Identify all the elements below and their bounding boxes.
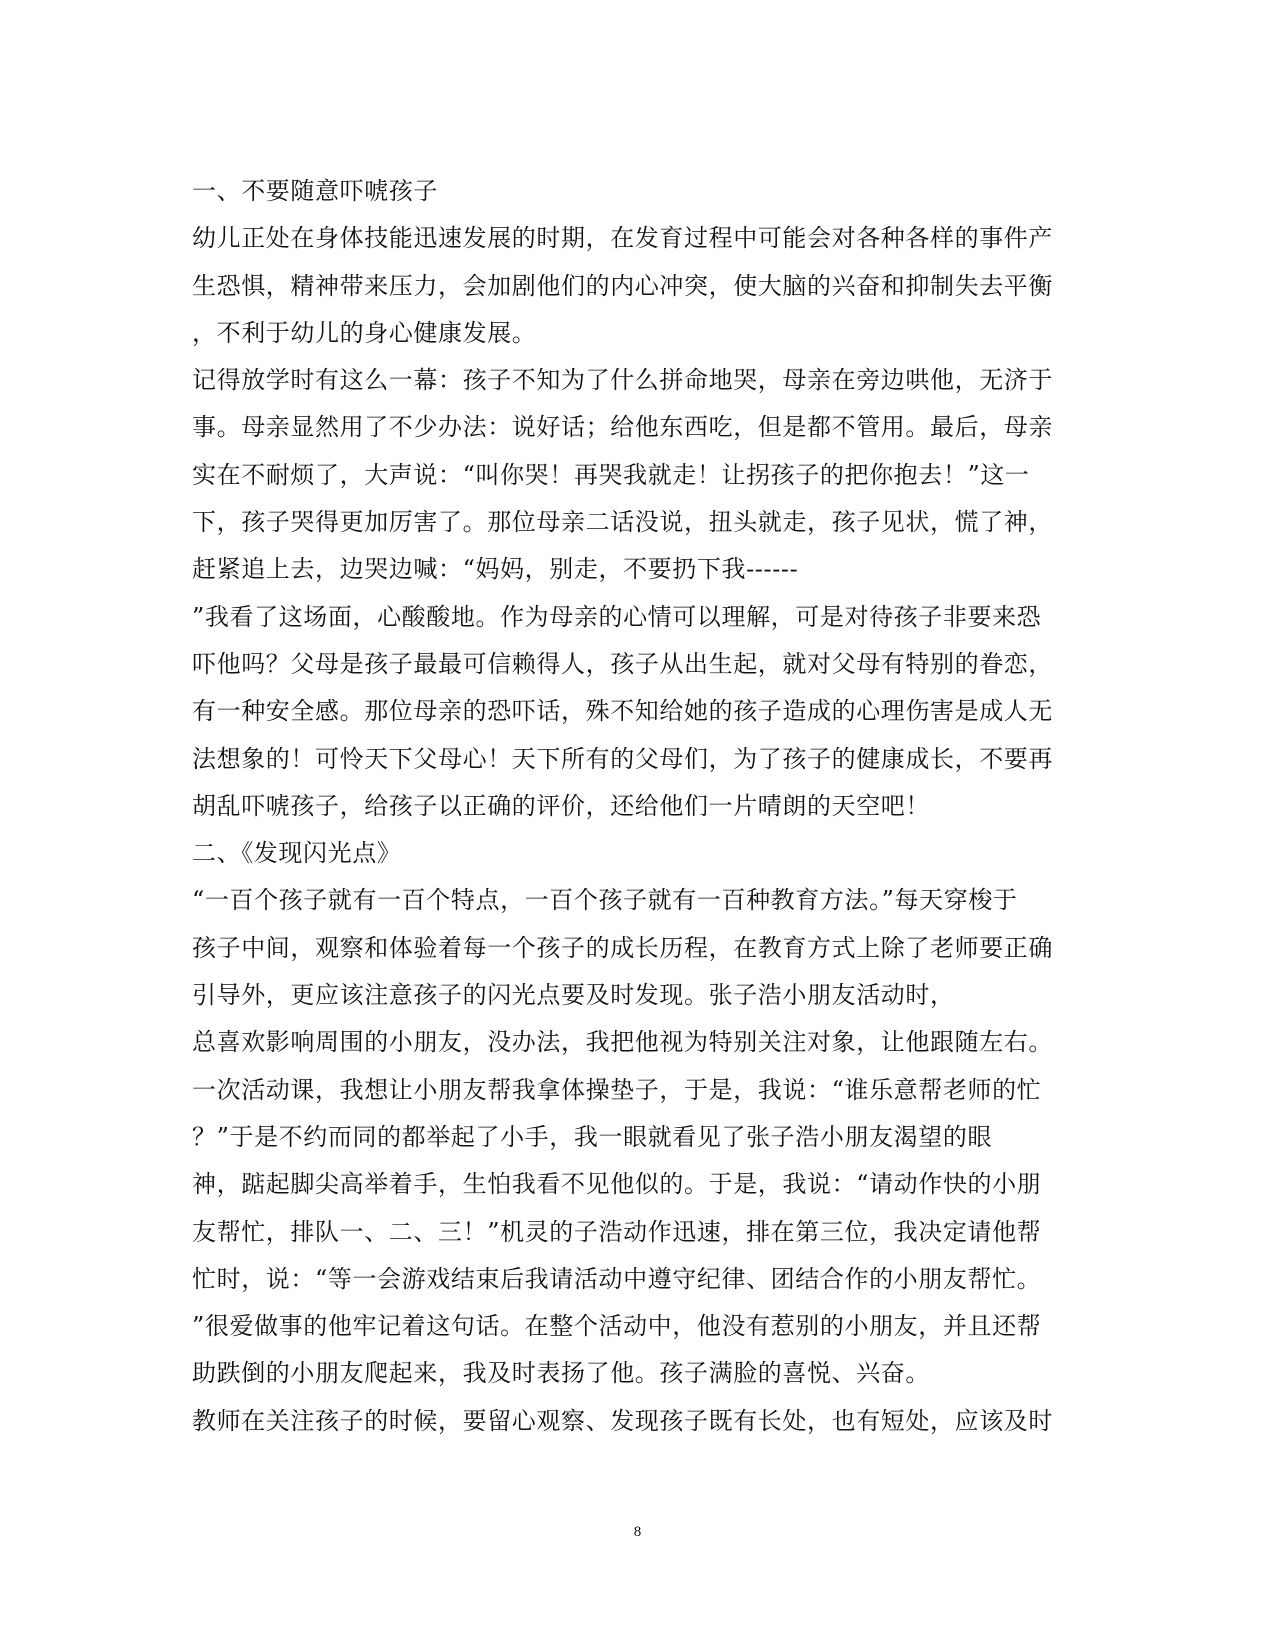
text-line: 赶紧追上去，边哭边喊：“妈妈，别走，不要扔下我------	[192, 555, 799, 584]
text-line: 下，孩子哭得更加厉害了。那位母亲二话没说，扭头就走，孩子见状，慌了神，	[192, 508, 1053, 537]
text-line: 生恐惧，精神带来压力，会加剧他们的内心冲突，使大脑的兴奋和抑制失去平衡	[192, 271, 1053, 300]
text-line: 吓他吗？父母是孩子最最可信赖得人，孩子从出生起，就对父母有特别的眷恋，	[192, 649, 1053, 678]
text-line: 幼儿正处在身体技能迅速发展的时期，在发育过程中可能会对各种各样的事件产	[192, 224, 1053, 253]
text-line: 友帮忙，排队一、二、三！”机灵的子浩动作迅速，排在第三位，我决定请他帮	[192, 1217, 1042, 1246]
text-line: 胡乱吓唬孩子，给孩子以正确的评价，还给他们一片晴朗的天空吧！	[192, 791, 930, 820]
text-line: 忙时，说：“等一会游戏结束后我请活动中遵守纪律、团结合作的小朋友帮忙。	[192, 1264, 1042, 1293]
page-number: 8	[633, 1524, 642, 1540]
text-line: 法想象的！可怜天下父母心！天下所有的父母们，为了孩子的健康成长，不要再	[192, 744, 1053, 773]
text-line: ？”于是不约而同的都举起了小手，我一眼就看见了张子浩小朋友渴望的眼	[192, 1122, 993, 1151]
text-line: 事。母亲显然用了不少办法：说好话；给他东西吃，但是都不管用。最后，母亲	[192, 413, 1053, 442]
text-line: 教师在关注孩子的时候，要留心观察、发现孩子既有长处，也有短处，应该及时	[192, 1406, 1053, 1435]
text-line: 实在不耐烦了，大声说：“叫你哭！再哭我就走！让拐孩子的把你抱去！”这一	[192, 460, 1030, 489]
text-line: 记得放学时有这么一幕：孩子不知为了什么拼命地哭，母亲在旁边哄他，无济于	[192, 366, 1053, 395]
text-line: 一次活动课，我想让小朋友帮我拿体操垫子，于是，我说：“谁乐意帮老师的忙	[192, 1075, 1042, 1104]
text-line: ”我看了这场面，心酸酸地。作为母亲的心情可以理解，可是对待孩子非要来恐	[192, 602, 1042, 631]
text-line: 总喜欢影响周围的小朋友，没办法，我把他视为特别关注对象，让他跟随左右。	[192, 1028, 1053, 1057]
text-line: ”很爱做事的他牢记着这句话。在整个活动中，他没有惹别的小朋友，并且还帮	[192, 1312, 1042, 1341]
text-line: 有一种安全感。那位母亲的恐吓话，殊不知给她的孩子造成的心理伤害是成人无	[192, 697, 1053, 726]
text-line: “一百个孩子就有一百个特点，一百个孩子就有一百种教育方法。”每天穿梭于	[192, 886, 1018, 915]
heading-2: 二、《发现闪光点》	[192, 839, 402, 868]
text-line: ，不利于幼儿的身心健康发展。	[192, 318, 537, 347]
text-line: 孩子中间，观察和体验着每一个孩子的成长历程，在教育方式上除了老师要正确	[192, 933, 1053, 962]
heading-1: 一、不要随意吓唬孩子	[192, 177, 438, 205]
text-line: 引导外，更应该注意孩子的闪光点要及时发现。张子浩小朋友活动时，	[192, 981, 955, 1010]
document-body	[192, 168, 1072, 1445]
text-line: 神，踮起脚尖高举着手，生怕我看不见他似的。于是，我说：“请动作快的小朋	[192, 1170, 1042, 1199]
text-line: 助跌倒的小朋友爬起来，我及时表扬了他。孩子满脸的喜悦、兴奋。	[192, 1359, 930, 1388]
